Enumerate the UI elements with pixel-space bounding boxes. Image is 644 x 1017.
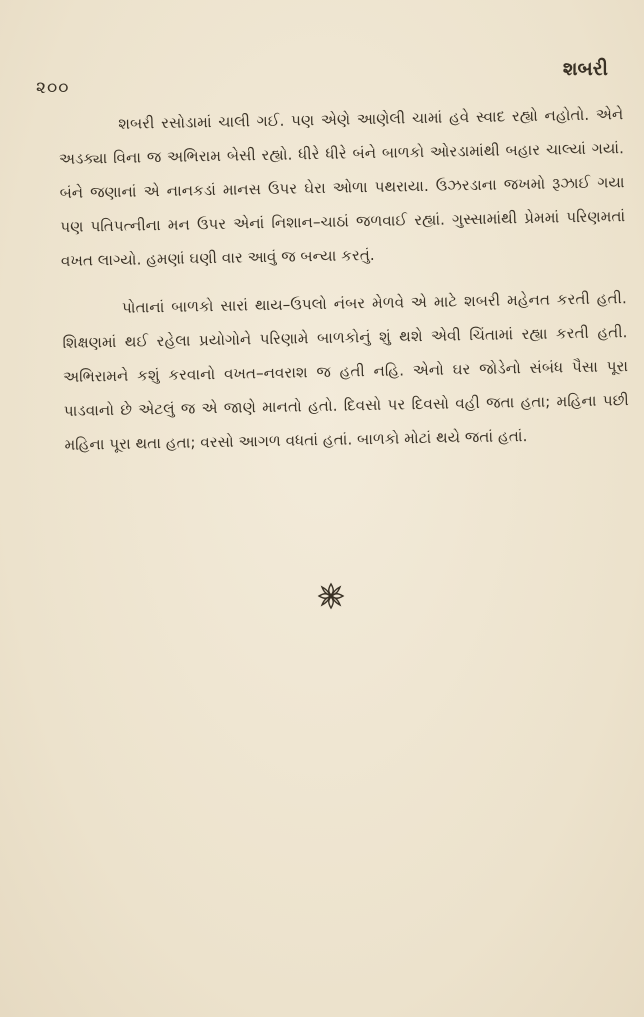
paragraph-2: પોતાનાં બાળકો સારાં થાય–ઉપલો નંબર મેળવે એ માટે શબરી મહેનત કરતી હતી. શિક્ષણમાં થઈ રહેલા પ્રયોગોને પરિણામે બાળકોનું શું થશે એવી ચિંતામાં રહ્યા કરતી હતી. અભિરામને કશું કરવાનો વખત–નવરાશ જ હતી નહિ. એનો ઘર જોડેનો સંબંધ પૈસા પૂરા પાડવાનો છે એટલું જ એ જાણે માનતો હતો. દિવસો પર દિવસો વહી જતા હતા; મહિના પછી મહિના પૂરા થતા હતા; વરસો આગળ વધતાં હતાં. બાળકો મોટાં થયે જતાં હતાં. (62, 289, 629, 454)
page-number: ૨૦૦ (36, 78, 70, 98)
floral-ornament-icon (316, 581, 346, 611)
paragraph-1: શબરી રસોડામાં ચાલી ગઈ. પણ એણે આણેલી ચામાં હવે સ્વાદ રહ્યો નહોતો. એને અડક્યા વિના જ અભિરામ બેસી રહ્યો. ધીરે ધીરે બંને બાળકો ઓરડામાંથી બહાર ચાલ્યાં ગયાં. બંને જણાનાં એ નાનકડાં માનસ ઉપર ઘેરા ઓળા પથરાયા. ઉઝરડાના જખમો રૂઝાઈ ગયા પણ પતિપત્નીના મન ઉપર એનાં નિશાન–ચાઠાં જળવાઈ રહ્યાં. ગુસ્સામાંથી પ્રેમમાં પરિણમતાં વખત લાગ્યો. હમણાં ઘણી વાર આવું જ બન્યા કરતું. (58, 105, 626, 270)
body-text (58, 97, 630, 462)
running-title: શબરી (562, 58, 608, 80)
